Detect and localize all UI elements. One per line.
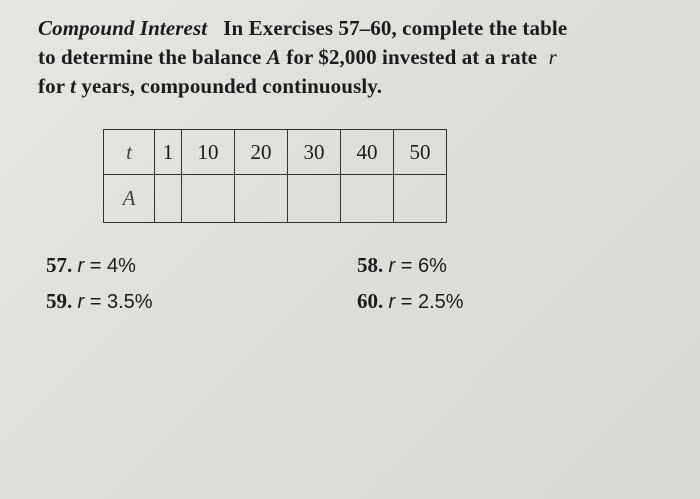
row-label-t: t	[104, 130, 155, 175]
t-value-cell: 10	[182, 130, 235, 175]
exercise-58	[357, 253, 447, 278]
t-value-cell: 50	[394, 130, 447, 175]
statement-text-1: In Exercises 57–60, complete the table	[223, 16, 568, 40]
statement-line-3	[38, 72, 668, 101]
exercise-number: 58.	[357, 253, 384, 277]
a-value-cell	[288, 175, 341, 223]
exercise-variable: r	[388, 255, 396, 277]
exercise-expression: = 4%	[89, 255, 136, 277]
t-value-cell: 20	[235, 130, 288, 175]
balance-variable: A	[266, 45, 281, 69]
a-value-cell	[341, 175, 394, 223]
exercise-number: 60.	[357, 289, 384, 313]
a-value-cell	[182, 175, 235, 223]
exercise-number: 57.	[46, 253, 73, 277]
exercise-60	[357, 289, 464, 314]
t-value-cell: 1	[155, 130, 182, 175]
a-value-cell	[394, 175, 447, 223]
exercise-expression: = 3.5%	[89, 291, 153, 313]
balance-table	[103, 129, 447, 223]
statement-text-2b: for $2,000 invested at a rate	[286, 45, 538, 69]
exercise-59	[46, 289, 153, 314]
statement-text-2a: to determine the balance	[38, 45, 262, 69]
exercise-57	[46, 253, 136, 278]
a-value-cell	[235, 175, 288, 223]
row-label-a: A	[104, 175, 155, 223]
time-variable: t	[70, 74, 77, 98]
exercise-expression: = 6%	[400, 255, 447, 277]
a-value-cell	[155, 175, 182, 223]
exercise-expression: = 2.5%	[400, 291, 464, 313]
statement-text-3a: for	[38, 74, 65, 98]
exercise-variable: r	[77, 255, 85, 277]
statement-line-1	[38, 14, 668, 43]
exercise-variable: r	[388, 291, 396, 313]
exercise-number: 59.	[46, 289, 73, 313]
t-value-cell: 30	[288, 130, 341, 175]
rate-variable: r	[548, 45, 557, 69]
table-row-t	[104, 130, 447, 175]
table-row-a	[104, 175, 447, 223]
statement-text-3b: years, compounded continuously.	[81, 74, 383, 98]
t-value-cell: 40	[341, 130, 394, 175]
problem-statement	[38, 14, 668, 101]
statement-line-2	[38, 43, 668, 72]
exercise-variable: r	[77, 291, 85, 313]
section-heading: Compound Interest	[38, 16, 208, 40]
